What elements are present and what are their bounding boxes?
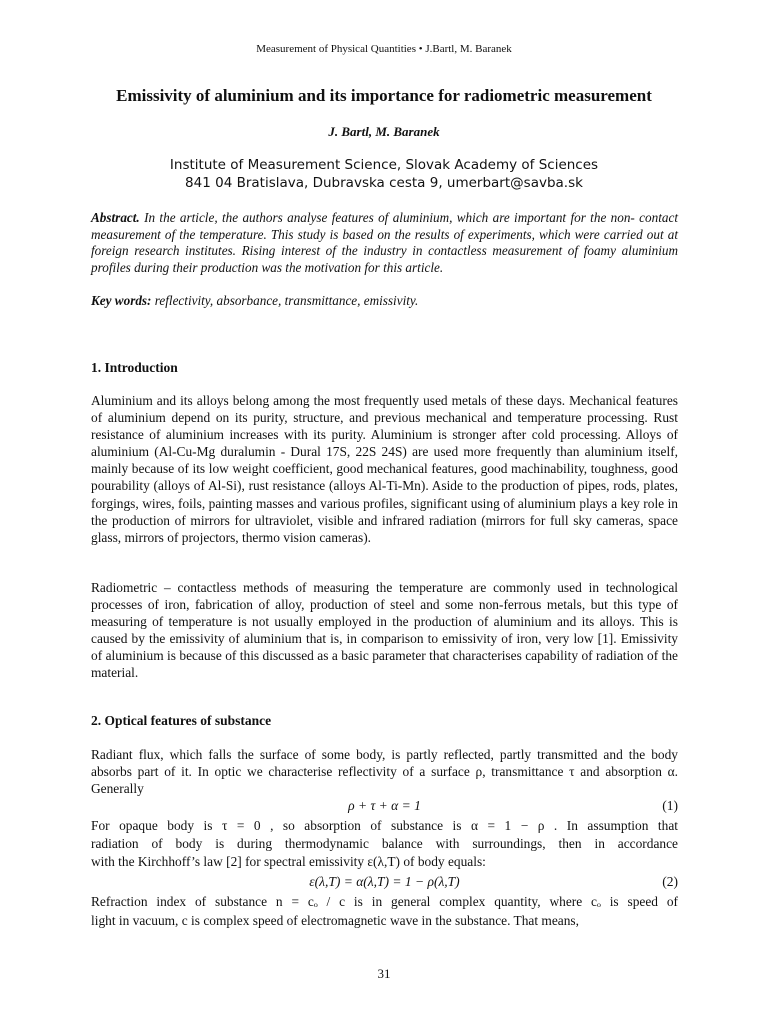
abstract-label: Abstract. bbox=[91, 210, 140, 225]
equation-2 bbox=[91, 874, 678, 892]
text-line: light in vacuum, c is complex speed of electromagnetic wave in the substance. That means, bbox=[91, 913, 579, 928]
paper-title: Emissivity of aluminium and its importance for radiometric measurement bbox=[116, 86, 652, 105]
equation-2-number: (2) bbox=[662, 874, 678, 889]
keywords-text: reflectivity, absorbance, transmittance, emissivity. bbox=[154, 293, 419, 308]
equation-1-number: (1) bbox=[662, 798, 678, 813]
keywords bbox=[91, 293, 678, 310]
equation-1-expression: ρ + τ + α = 1 bbox=[348, 798, 421, 813]
equation-2-expression: ε(λ,T) = α(λ,T) = 1 − ρ(λ,T) bbox=[309, 874, 460, 889]
affiliation-line-1: Institute of Measurement Science, Slovak Academy of Sciences bbox=[169, 157, 599, 173]
authors: J. Bartl, M. Baranek bbox=[328, 124, 440, 139]
affiliation-line-2: 841 04 Bratislava, Dubravska cesta 9, umerbart@savba.sk bbox=[185, 175, 583, 191]
equation-1 bbox=[91, 798, 678, 816]
affiliation bbox=[0, 156, 768, 192]
section-1-heading: 1. Introduction bbox=[91, 360, 178, 375]
keywords-label: Key words: bbox=[91, 293, 152, 308]
text-line: radiation of body is during thermodynamic balance with surroundings, then in accordance bbox=[91, 836, 678, 851]
section-1-paragraph-1: Aluminium and its alloys belong among the most frequently used metals of these days. Mechanical features of aluminium depend on its purity, structure, and previous mechanical and temperature processing. Rust resistance of aluminium increases with its purity. Aluminium is stronger after cold processing. Alloys of aluminium (Al-Cu-Mg duralumin - Dural 17S, 22S 24S) are used more frequently than aluminium itself, mainly because of its low weight coefficient, good mechanical features, good machinability, toughness, good pourability (alloys of Al-Si), rust resistance (alloys Al-Ti-Mn). Aside to the production of pipes, rods, plates, forgings, wires, foils, painting masses and various profiles, significant using of aluminium plays a key role in the production of mirrors for ultraviolet, visible and infrared radiation (mirrors for full sky cameras, space glass, mirrors of projectors, thermo vision cameras). bbox=[91, 393, 678, 545]
page-number: 31 bbox=[377, 966, 391, 981]
text-line: For opaque body is τ = 0 , so absorption of substance is α = 1 − ρ . In assumption that bbox=[91, 818, 678, 833]
text-line: Refraction index of substance n = cₒ / c is in general complex quantity, where cₒ is speed of bbox=[91, 894, 678, 909]
section-2-paragraph-1: Radiant flux, which falls the surface of some body, is partly reflected, partly transmitted and the body absorbs part of it. In optic we characterise reflectivity of a surface ρ, transmittance τ and absorption α. Generally bbox=[91, 747, 678, 797]
abstract bbox=[91, 210, 678, 276]
section-2-heading: 2. Optical features of substance bbox=[91, 713, 272, 728]
running-head: Measurement of Physical Quantities • J.Bartl, M. Baranek bbox=[256, 43, 512, 55]
abstract-text: In the article, the authors analyse features of aluminium, which are important for the non- contact measurement of the temperature. This study is based on the results of experiments, which were carried out at foreign research institutes. Rising interest of the industry in contactless measurement of foamy aluminium profiles during their production was the motivation for this article. bbox=[91, 210, 678, 275]
section-1-paragraph-2: Radiometric – contactless methods of measuring the temperature are commonly used in technological processes of iron, fabrication of alloy, production of steel and some non-ferrous metals, but this type of measuring of temperature is not usually employed in the production of aluminium and its alloys. This is caused by the emissivity of aluminium that is, in comparison to emissivity of iron, very low [1]. Emissivity of aluminium is because of this discussed as a basic parameter that characterises capability of radiation of the material. bbox=[91, 580, 678, 681]
text-line: with the Kirchhoff’s law [2] for spectral emissivity ε(λ,T) of body equals: bbox=[91, 854, 486, 869]
